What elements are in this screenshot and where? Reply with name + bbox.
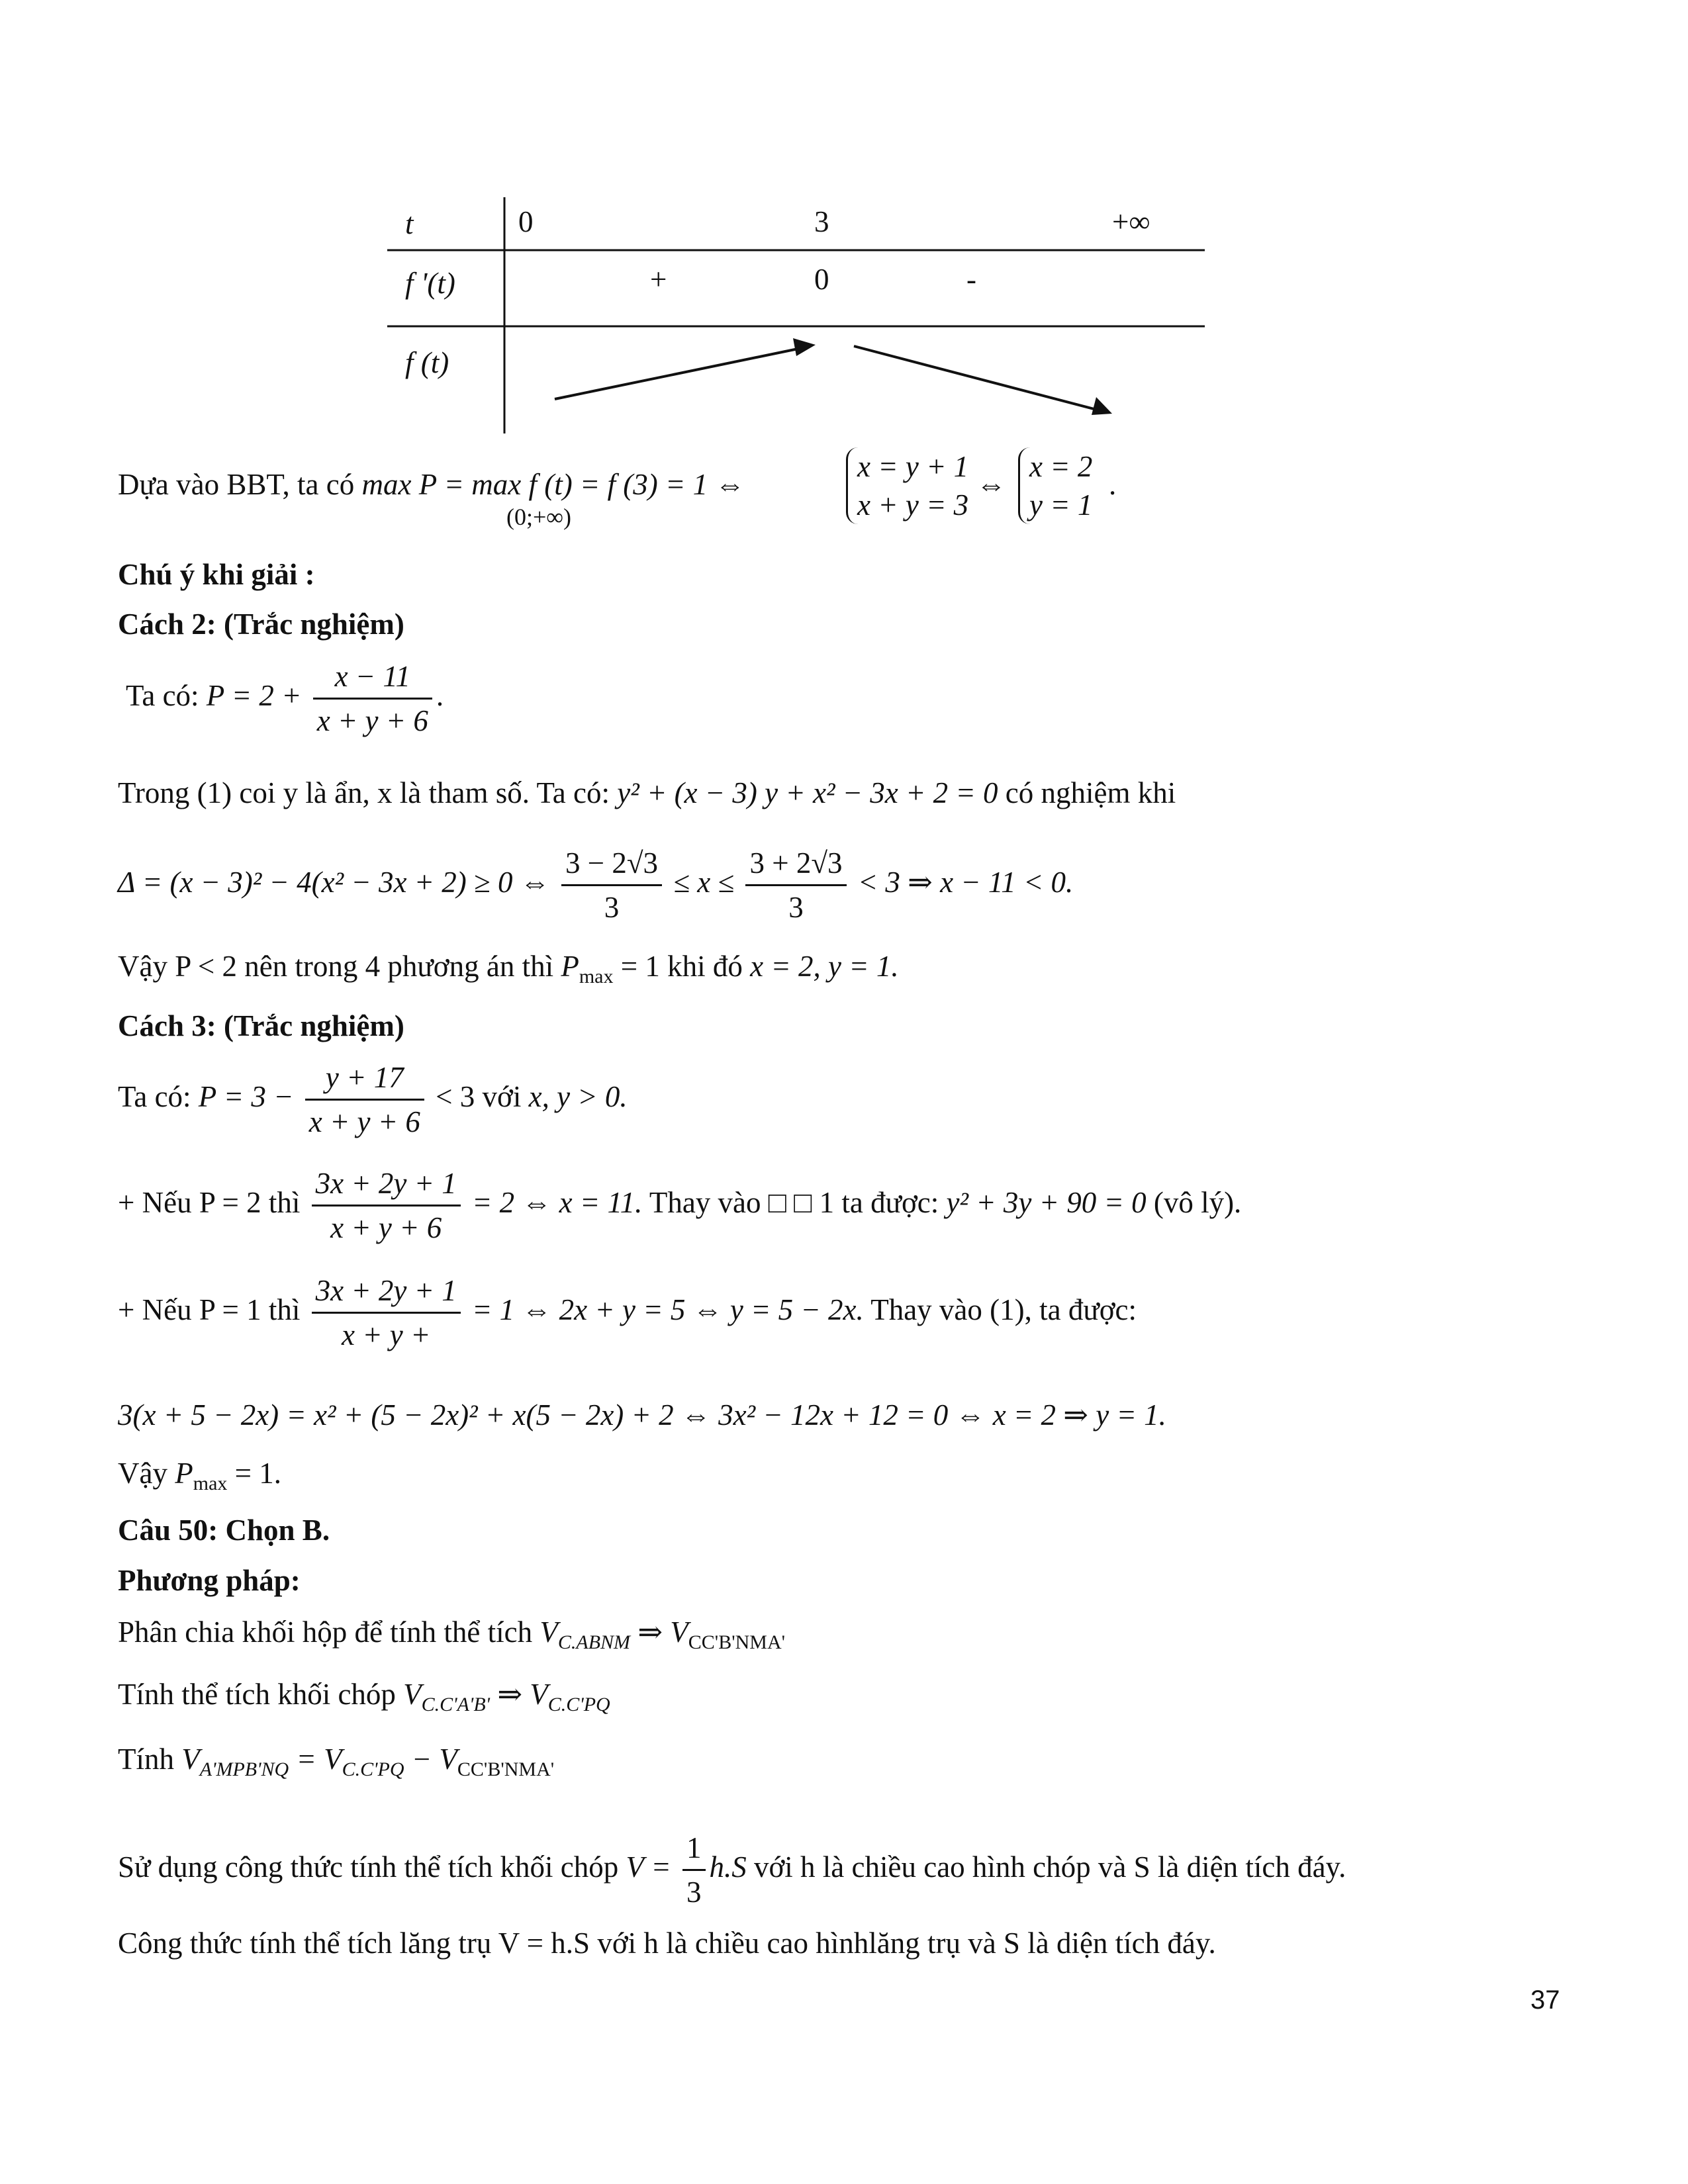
fraction-delta-2-num: 3 + 2√3 [745,842,846,886]
decreasing-arrow [854,346,1104,412]
fraction-2 [305,1056,424,1143]
decreasing-arrowhead [1092,397,1112,415]
sub-cabnm: C.ABNM [557,1631,631,1653]
sub-max-2: max [193,1473,228,1494]
text-tinh: Tính [118,1743,174,1776]
fraction-4-den: x + y + [341,1318,431,1351]
fraction-5-num: 1 [682,1827,706,1871]
math-delta-end: < 3 ⇒ x − 11 < 0. [857,865,1074,899]
math-p-2: P [175,1457,193,1490]
math-y-eq: = 1 ⇔ 2x + y = 5 ⇔ y = 5 − 2x. [472,1293,864,1326]
fraction-4-num: 3x + 2y + 1 [312,1269,461,1314]
table-fprime-minus: - [966,263,976,296]
increasing-arrow [555,347,808,399]
text-vay-2: Vậy [118,1457,167,1490]
math-p-eq-3: P = 3 − [198,1079,294,1113]
fraction-1 [313,655,432,742]
line-neu-p2 [118,1162,1241,1249]
fraction-delta-1 [561,842,662,929]
max-subscript: (0;+∞) [506,504,571,530]
math-p-eq-2: P = 2 + [206,678,302,712]
fraction-delta-2-den: 3 [788,891,804,924]
text-khi-do: khi đó [667,950,743,983]
math-lt-3: < 3 [436,1079,475,1113]
heading-cach-2: Cách 2: (Trắc nghiệm) [118,608,404,641]
line-taco-2 [118,1056,628,1143]
fraction-1-den: x + y + 6 [316,704,428,737]
sys1-eq-a: x = y + 1 [857,450,969,483]
math-le-x-le: ≤ x ≤ [673,865,735,899]
system-2 [1013,447,1098,524]
text-phan-chia: Phân chia khối hộp để tính thể tích [118,1615,533,1649]
text-dua-vao: Dựa vào BBT, ta có [118,468,355,501]
fraction-5-den: 3 [686,1876,702,1909]
sub-ampbnq: A'MPB'NQ [199,1758,289,1780]
line-tinh-the-tich [118,1674,610,1725]
text-tinh-the-tich: Tính thể tích khối chóp [118,1678,396,1711]
heading-chu-y: Chú ý khi giải : [118,558,315,591]
fraction-delta-1-num: 3 − 2√3 [561,842,662,886]
iff-symbol: ⇔ [976,468,1006,501]
sub-ccpq-2: C.C'PQ [342,1758,404,1780]
text-neu-p1: + Nếu P = 1 thì [118,1293,301,1326]
fraction-3-num: 3x + 2y + 1 [312,1162,461,1206]
table-t-0: 0 [518,205,534,238]
text-trong-1: Trong (1) coi y là ẩn, x là tham số. Ta có: [118,776,610,809]
line-cong-thuc: Công thức tính thể tích lăng trụ V = h.S với h là chiều cao hìnhlăng trụ và S là diện tích đáy. [118,1927,1216,1960]
text-voi: với [482,1079,522,1113]
fraction-delta-2 [745,842,846,929]
table-fprime-label: f '(t) [405,267,455,300]
line-trong-1 [118,773,1176,813]
text-vay-1: Vậy P < 2 nên trong 4 phương án thì [118,950,554,983]
math-v-eq: V = [626,1850,671,1884]
math-minus-v: − V [411,1743,457,1776]
text-thay-vao: Thay vào □ □ 1 ta được: [649,1185,939,1219]
fraction-3-den: x + y + 6 [330,1211,442,1244]
sys2-eq-a: x = 2 [1029,450,1093,483]
line-dua-vao [118,465,745,504]
sub-ccbnma-2: CC'B'NMA' [457,1758,555,1780]
sys2-eq-b: y = 1 [1029,488,1093,522]
sub-ccpq: C.C'PQ [547,1694,610,1715]
sub-ccbnma: CC'B'NMA' [688,1631,786,1653]
math-eq-v: = V [296,1743,342,1776]
heading-phuong-phap: Phương pháp: [118,1564,301,1597]
heading-cau-50: Câu 50: Chọn B. [118,1514,330,1547]
math-v: V [539,1615,558,1649]
math-eq-1: = 1 [620,950,660,983]
sub-max: max [579,966,614,987]
system-1 [841,447,974,524]
text-co-nghiem: có nghiệm khi [1005,776,1176,809]
line-taco-1: Ta có: P = 2 + $\frac{x - 11}{x + y + 6}$ . [126,655,444,742]
math-arrow-v: ⇒ V [637,1615,688,1649]
math-y-quadratic: y² + 3y + 90 = 0 [946,1185,1147,1219]
line-vay-1 [118,946,899,997]
heading-cach-3: Cách 3: (Trắc nghiệm) [118,1009,404,1042]
math-quadratic: y² + (x − 3) y + x² − 3x + 2 = 0 [617,776,998,809]
page-number: 37 [1530,1985,1560,2015]
line-delta [118,842,1073,929]
variation-table [0,0,1688,477]
line-neu-p1 [118,1269,1137,1356]
math-p: P [561,950,579,983]
increasing-arrowhead [793,338,816,356]
table-fprime-plus: + [650,263,667,296]
fraction-3 [312,1162,461,1249]
math-max-p: max P = max f (t) = f (3) = 1 ⇔ [361,468,745,501]
math-v-3: V [181,1743,200,1776]
table-t-label: t [405,207,414,240]
fraction-2-den: x + y + 6 [308,1105,420,1138]
text-su-dung: Sử dụng công thức tính thể tích khối chóp [118,1850,619,1884]
table-f-label: f (t) [405,346,449,379]
math-x-eq-11: = 2 ⇔ x = 11. [472,1185,643,1219]
line-tinh [118,1739,554,1790]
sub-ccab: C.C'A'B' [421,1694,491,1715]
text-taco-2: Ta có: [118,1079,191,1113]
math-hs: h.S [709,1850,747,1884]
text-vo-ly: (vô lý). [1153,1185,1242,1219]
math-delta: Δ = (x − 3)² − 4(x² − 3x + 2) ≥ 0 ⇔ [118,865,550,899]
fraction-5 [682,1827,706,1913]
period: . [1109,468,1117,501]
math-cond: x, y > 0. [528,1079,628,1113]
math-x2-y1: x = 2, y = 1. [750,950,899,983]
table-t-inf: +∞ [1112,205,1150,238]
sys1-eq-b: x + y = 3 [857,488,969,522]
text-taco: Ta có: [126,678,199,712]
text-thay-vao-1: Thay vào (1), ta được: [870,1293,1137,1326]
fraction-1-num: x − 11 [313,655,432,700]
line-phan-chia [118,1612,785,1662]
text-su-dung-post: với h là chiều cao hình chóp và S là diện tích đáy. [754,1850,1346,1884]
table-t-3: 3 [814,205,829,238]
fraction-delta-1-den: 3 [604,891,620,924]
math-eq-1-2: = 1. [234,1457,282,1490]
math-arrow-v-2: ⇒ V [497,1678,548,1711]
fraction-4 [312,1269,461,1356]
math-v-2: V [403,1678,422,1711]
line-vay-2 [118,1453,281,1504]
fraction-2-num: y + 17 [305,1056,424,1101]
text-neu-p2: + Nếu P = 2 thì [118,1185,301,1219]
table-fprime-zero: 0 [814,263,829,296]
big-equation: 3(x + 5 − 2x) = x² + (5 − 2x)² + x(5 − 2x) + 2 ⇔ 3x² − 12x + 12 = 0 ⇔ x = 2 ⇒ y = 1. [118,1398,1166,1432]
line-su-dung [118,1827,1346,1913]
